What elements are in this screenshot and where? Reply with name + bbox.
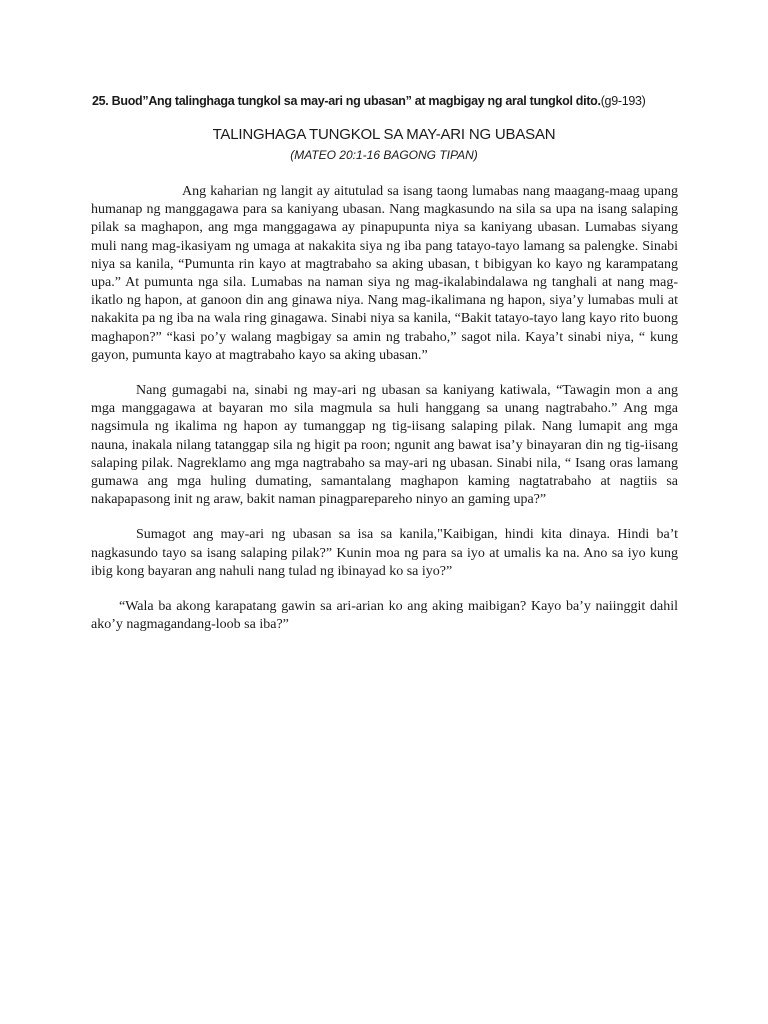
paragraph-1: Ang kaharian ng langit ay aitutulad sa isang taong lumabas nang maagang-maag upang humanap ng manggagawa para sa kaniyang ubasan. Nang magkasundo na sila sa upa na isang salaping pilak sa maghapon, ang mga manggagawa ay pinapupunta niya sa kaniyang ubasan. Lumabas siyang muli nang mag-ikasiyam ng umaga at nakakita siya ng iba pang tatayo-tayo lamang sa palengke. Sinabi niya sa kanila, “Pumunta rin kayo at magtrabaho sa aking ubasan, t bibigyan ko kayo ng karampatang upa.” At pumunta nga sila. Lumabas na naman siya ng mag-ikalabindalawa ng tanghali at nang mag-ikatlo ng hapon, at ganoon din ang ginawa niya. Nang mag-ikalimana ng hapon, siya’y lumabas muli at nakakita pa ng iba na wala ring ginagawa. Sinabi niya sa kanila, “Bakit tatayo-tayo lang kayo rito buong maghapon?” “kasi po’y walang magbigay sa amin ng trabaho,” sagot nila. Kaya’t sinabi niya, “ kung gayon, pumunta kayo at magtrabaho kayo sa aking ubasan.” (91, 184, 678, 363)
document-title: TALINGHAGA TUNGKOL SA MAY-ARI NG UBASAN (212, 126, 556, 143)
paragraph-2: Nang gumagabi na, sinabi ng may-ari ng ubasan sa kaniyang katiwala, “Tawagin mon a ang mga manggagawa at bayaran mo sila magmula sa huli hanggang sa unang nagtrabaho.” Ang mga nagsimula ng ikalima ng hapon ay tumanggap ng tig-iisang salaping pilak. Nang lumapit ang mga nauna, inakala nilang tatanggap sila ng higit pa roon; ngunit ang bawat isa’y binayaran din ng tig-iisang salaping pilak. Nagreklamo ang mga nagtrabaho sa may-ari ng ubasan. Sinabi nila, “ Isang oras lamang gumawa ang mga huling dumating, samantalang maghapon kaming nagtatrabaho at nagtiis sa nakapapasong init ng araw, bakit naman pinagparepareho ninyo an gaming upa?” (91, 383, 678, 508)
paragraph-4: “Wala ba akong karapatang gawin sa ari-arian ko ang aking maibigan? Kayo ba’y naiinggit dahil ako’y nagmagandang-loob sa iba?” (91, 599, 678, 633)
document-subtitle: (MATEO 20:1-16 BAGONG TIPAN) (290, 148, 478, 162)
question-label: 25. Buod”Ang talinghaga tungkol sa may-ari ng ubasan” at magbigay ng aral tungkol dito. (92, 94, 601, 108)
page-reference: (g9-193) (600, 94, 646, 108)
paragraph-3: Sumagot ang may-ari ng ubasan sa isa sa kanila,"Kaibigan, hindi kita dinaya. Hindi ba’t nagkasundo tayo sa isang salaping pilak?” Kunin moa ng para sa iyo at umalis ka na. Ano sa iyo kung ibig kong bayaran ang nahuli nang tulad ng ibinayad ko sa iyo?” (91, 527, 678, 579)
document-body (91, 183, 678, 651)
question-heading (92, 94, 692, 108)
